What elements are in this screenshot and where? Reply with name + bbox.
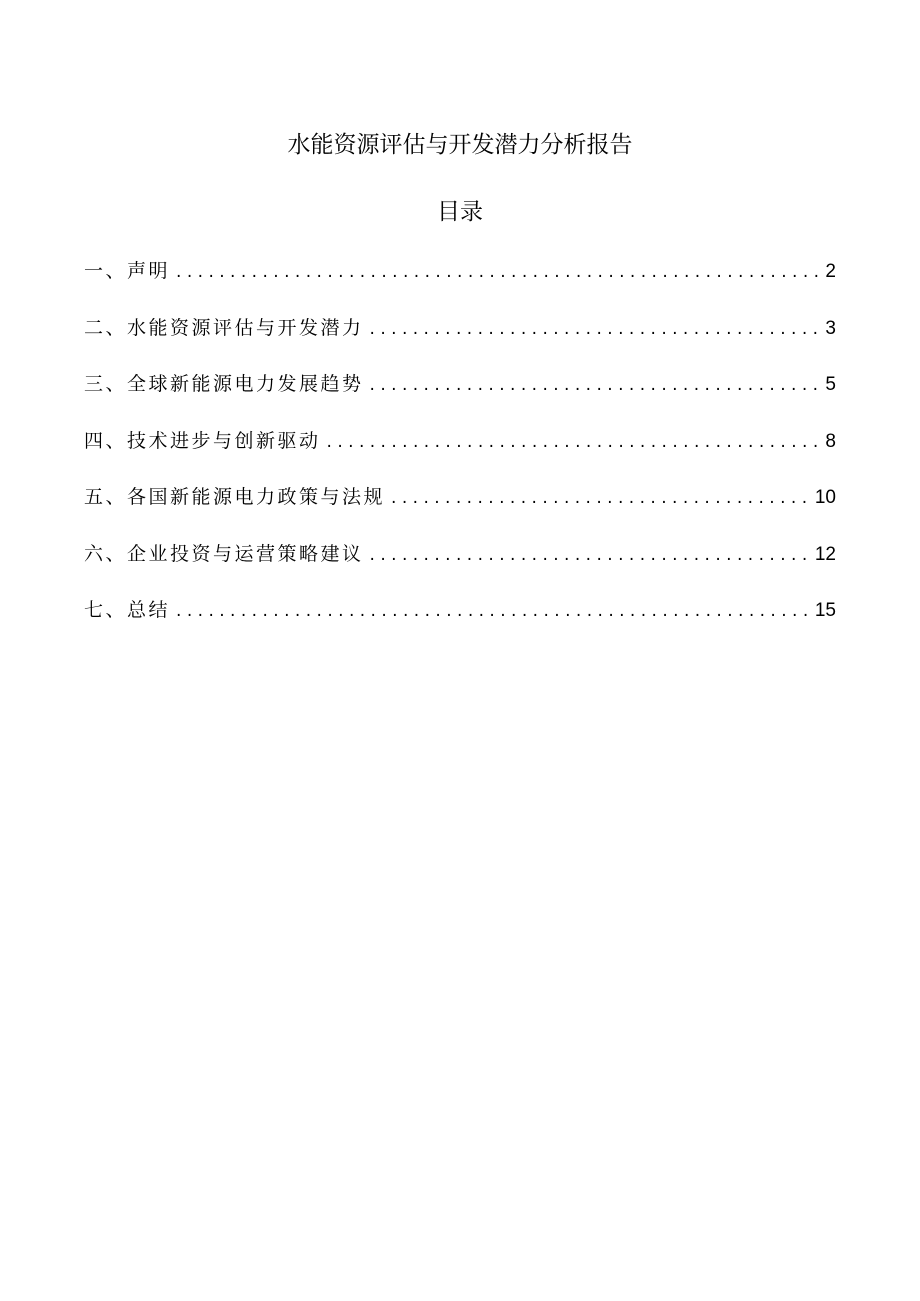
toc-dot-leader <box>176 594 813 628</box>
toc-dot-leader <box>327 425 822 459</box>
toc-dot-leader <box>370 538 813 572</box>
toc-page-number: 8 <box>825 430 836 452</box>
toc-entry-investment-strategy[interactable] <box>84 537 836 594</box>
toc-entry-label: 七、总结 <box>84 599 171 621</box>
toc-entry-label: 二、水能资源评估与开发潜力 <box>84 316 364 339</box>
toc-entry-summary[interactable] <box>84 593 836 650</box>
toc-entry-policies[interactable] <box>84 480 836 537</box>
toc-heading: 目录 <box>437 199 483 225</box>
toc-entry-hydro-assessment[interactable] <box>84 311 836 368</box>
toc-dot-leader <box>176 255 822 289</box>
toc-page-number: 15 <box>814 600 836 621</box>
toc-entry-tech-innovation[interactable] <box>84 424 836 481</box>
toc-page-number: 3 <box>825 317 836 339</box>
toc-page-number: 10 <box>814 487 836 508</box>
toc-entry-label: 三、全球新能源电力发展趋势 <box>84 373 364 395</box>
toc-page-number: 5 <box>825 374 836 395</box>
toc-dot-leader <box>370 368 822 402</box>
table-of-contents <box>84 254 836 650</box>
document-title: 水能资源评估与开发潜力分析报告 <box>287 132 633 158</box>
toc-entry-global-trends[interactable] <box>84 367 836 424</box>
toc-entry-declaration[interactable] <box>84 254 836 311</box>
toc-dot-leader <box>370 312 822 346</box>
toc-page-number: 2 <box>825 261 836 282</box>
toc-entry-label: 一、声明 <box>84 260 171 282</box>
toc-dot-leader <box>391 481 813 515</box>
toc-entry-label: 五、各国新能源电力政策与法规 <box>84 486 386 508</box>
toc-entry-label: 六、企业投资与运营策略建议 <box>84 542 364 565</box>
toc-page-number: 12 <box>814 543 836 565</box>
toc-entry-label: 四、技术进步与创新驱动 <box>84 429 321 452</box>
